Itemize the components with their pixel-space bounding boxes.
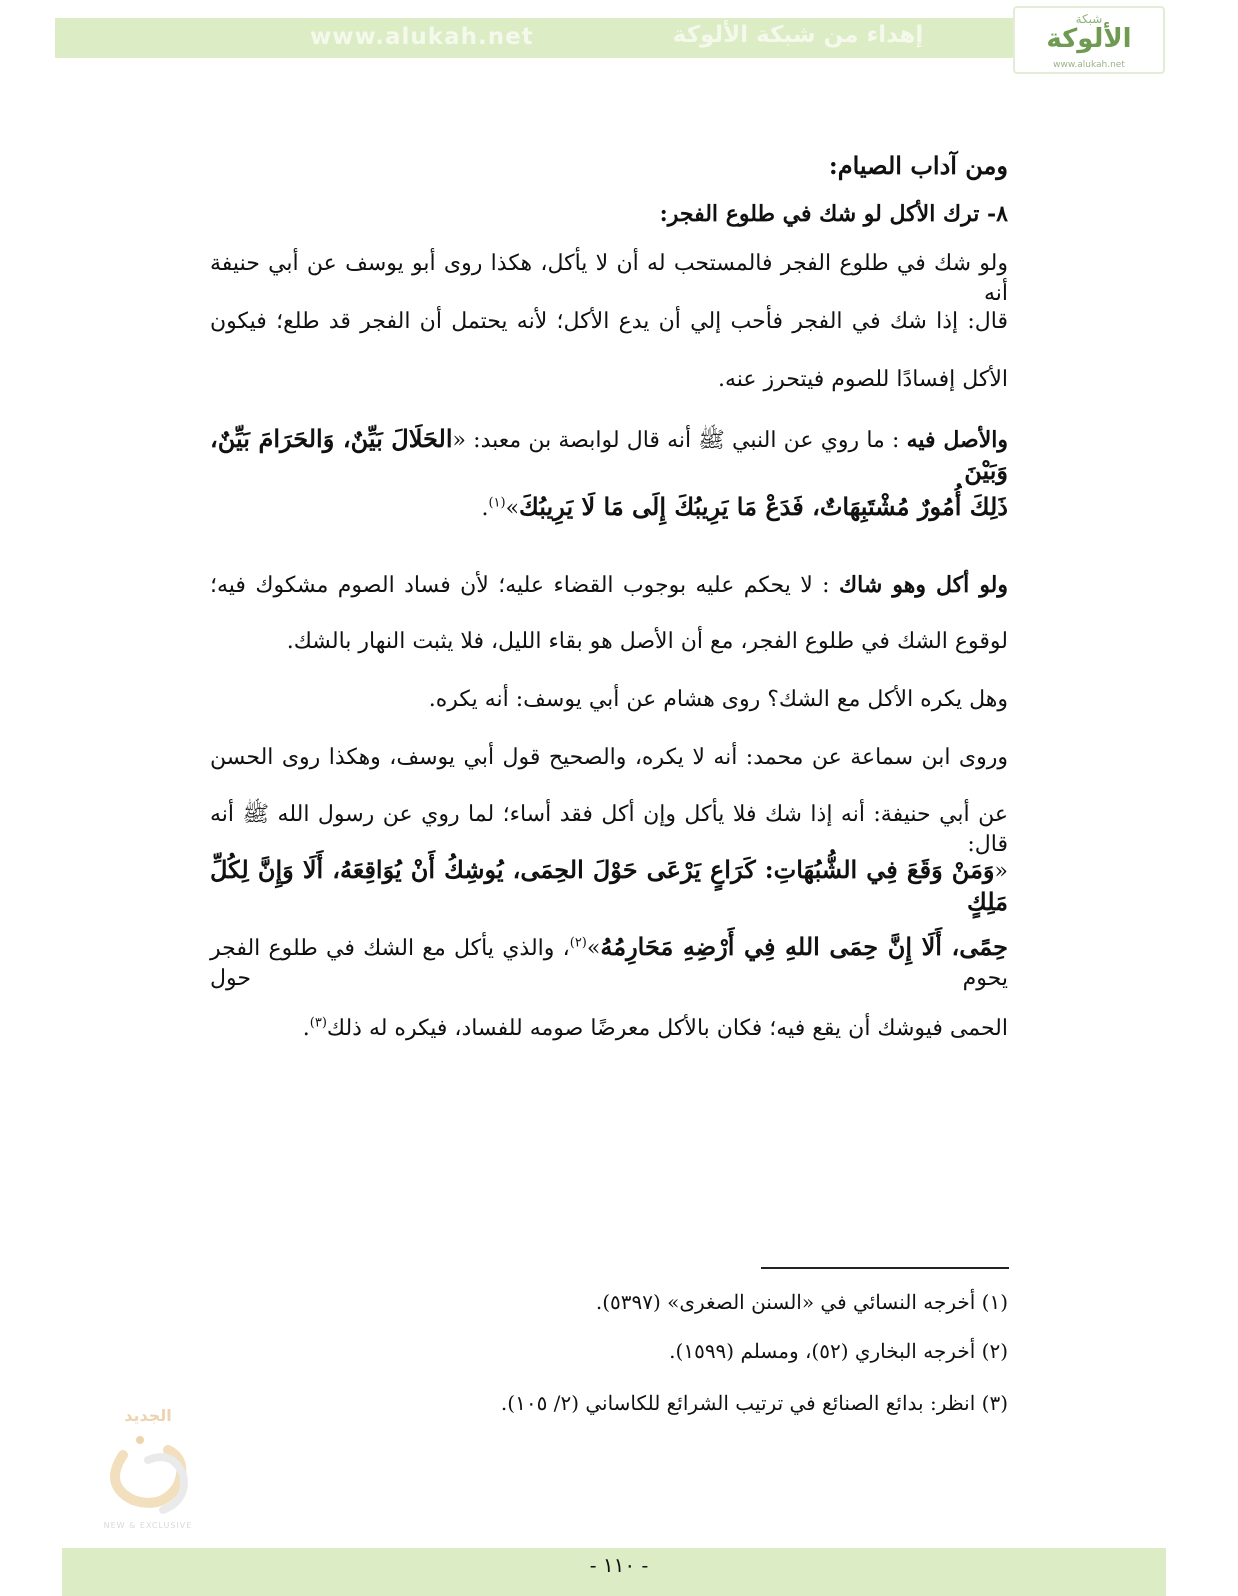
period: . xyxy=(481,496,489,521)
paragraph-line xyxy=(303,1014,1008,1044)
paragraph-line: الأكل إفسادًا للصوم فيتحرز عنه. xyxy=(718,367,1008,392)
footnote-item: (١) أخرجه النسائي في «السنن الصغرى» (٥٣٩٧). xyxy=(595,1290,1008,1314)
footnote-ref[interactable]: (٢) xyxy=(569,935,587,951)
footnote-ref[interactable]: (٣) xyxy=(309,1015,327,1031)
footnote-ref[interactable]: (١) xyxy=(488,495,506,511)
header-banner xyxy=(55,18,1163,58)
hadith-text: وَمَنْ وَقَعَ فِي الشُّبُهَاتِ: كَرَاعٍ يَرْعَى حَوْلَ الحِمَى، يُوشِكُ أَنْ يُوَاقِعَهُ، أَلَا وَإِنَّ لِكُلِّ مَلِكٍ xyxy=(210,855,1008,916)
quote-close: » xyxy=(586,936,601,961)
paragraph-line xyxy=(210,570,1008,601)
footnote-item: (٢) أخرجه البخاري (٥٢)، ومسلم (١٥٩٩). xyxy=(669,1339,1008,1363)
lead-term: ولو أكل وهو شاك xyxy=(839,572,1009,598)
lead-term: والأصل فيه xyxy=(906,427,1008,453)
watermark-subtitle: NEW & EXCLUSIVE xyxy=(103,1521,193,1530)
paragraph-line xyxy=(210,424,1008,488)
narration-text: : ما روي عن النبي ﷺ أنه قال لوابصة بن معبد: « xyxy=(452,428,900,453)
section-heading: ومن آداب الصيام: xyxy=(828,151,1008,180)
page-number: - ١١٠ - xyxy=(589,1553,649,1577)
paragraph-line: ولو شك في طلوع الفجر فالمستحب له أن لا يأكل، هكذا روى أبو يوسف عن أبي حنيفة أنه xyxy=(210,251,1008,306)
subheading: ٨- ترك الأكل لو شك في طلوع الفجر: xyxy=(659,201,1008,227)
paragraph-text: الحمى فيوشك أن يقع فيه؛ فكان بالأكل معرضًا صومه للفساد، فيكره له ذلك xyxy=(326,1016,1008,1041)
paragraph-line: قال: إذا شك في الفجر فأحب إلي أن يدع الأكل؛ لأنه يحتمل أن الفجر قد طلع؛ فيكون xyxy=(210,309,1008,334)
quote-open: « xyxy=(994,859,1008,884)
paragraph-line: عن أبي حنيفة: أنه إذا شك فلا يأكل وإن أكل فقد أساء؛ لما روي عن رسول الله ﷺ أنه قال: xyxy=(210,802,1008,857)
paragraph-text: ، والذي يأكل مع الشك في طلوع الفجر يحوم حول xyxy=(210,936,1008,991)
hadith-text: الحَلَالَ بَيِّنٌ، وَالحَرَامَ بَيِّنٌ، وَبَيْنَ xyxy=(210,424,1008,485)
paragraph-line xyxy=(210,855,1008,919)
site-url: www.alukah.net xyxy=(310,24,534,50)
watermark-icon xyxy=(78,1400,218,1530)
logo-mark: الألوكة xyxy=(1046,24,1132,54)
paragraph-line: لوقوع الشك في طلوع الفجر، مع أن الأصل هو بقاء الليل، فلا يثبت النهار بالشك. xyxy=(286,629,1008,654)
watermark-title: الجديد xyxy=(124,1406,172,1425)
alukah-logo xyxy=(1013,6,1165,74)
paragraph-line xyxy=(210,932,1008,994)
hadith-text: حِمًى، أَلَا إِنَّ حِمَى اللهِ فِي أَرْضِهِ مَحَارِمُهُ xyxy=(600,932,1009,961)
gift-text: إهداء من شبكة الألوكة xyxy=(672,22,924,48)
quote-close: » xyxy=(505,496,520,521)
footnote-divider xyxy=(761,1267,1009,1269)
paragraph-text: : لا يحكم عليه بوجوب القضاء عليه؛ لأن فساد الصوم مشكوك فيه؛ xyxy=(210,573,830,598)
paragraph-line xyxy=(481,492,1008,524)
logo-url: www.alukah.net xyxy=(1053,60,1125,70)
watermark-logo xyxy=(78,1400,218,1530)
period: . xyxy=(302,1016,310,1041)
paragraph-line: وروى ابن سماعة عن محمد: أنه لا يكره، والصحيح قول أبي يوسف، وهكذا روى الحسن xyxy=(210,745,1008,770)
hadith-text: ذَلِكَ أُمُورٌ مُشْتَبِهَاتٌ، فَدَعْ مَا يَرِيبُكَ إِلَى مَا لَا يَرِيبُكَ xyxy=(519,492,1008,521)
logo-top-text: شبكة xyxy=(1075,12,1103,26)
footnote-item: (٣) انظر: بدائع الصنائع في ترتيب الشرائع للكاساني (٢/ ١٠٥). xyxy=(500,1391,1008,1415)
paragraph-line: وهل يكره الأكل مع الشك؟ روى هشام عن أبي يوسف: أنه يكره. xyxy=(428,687,1008,712)
